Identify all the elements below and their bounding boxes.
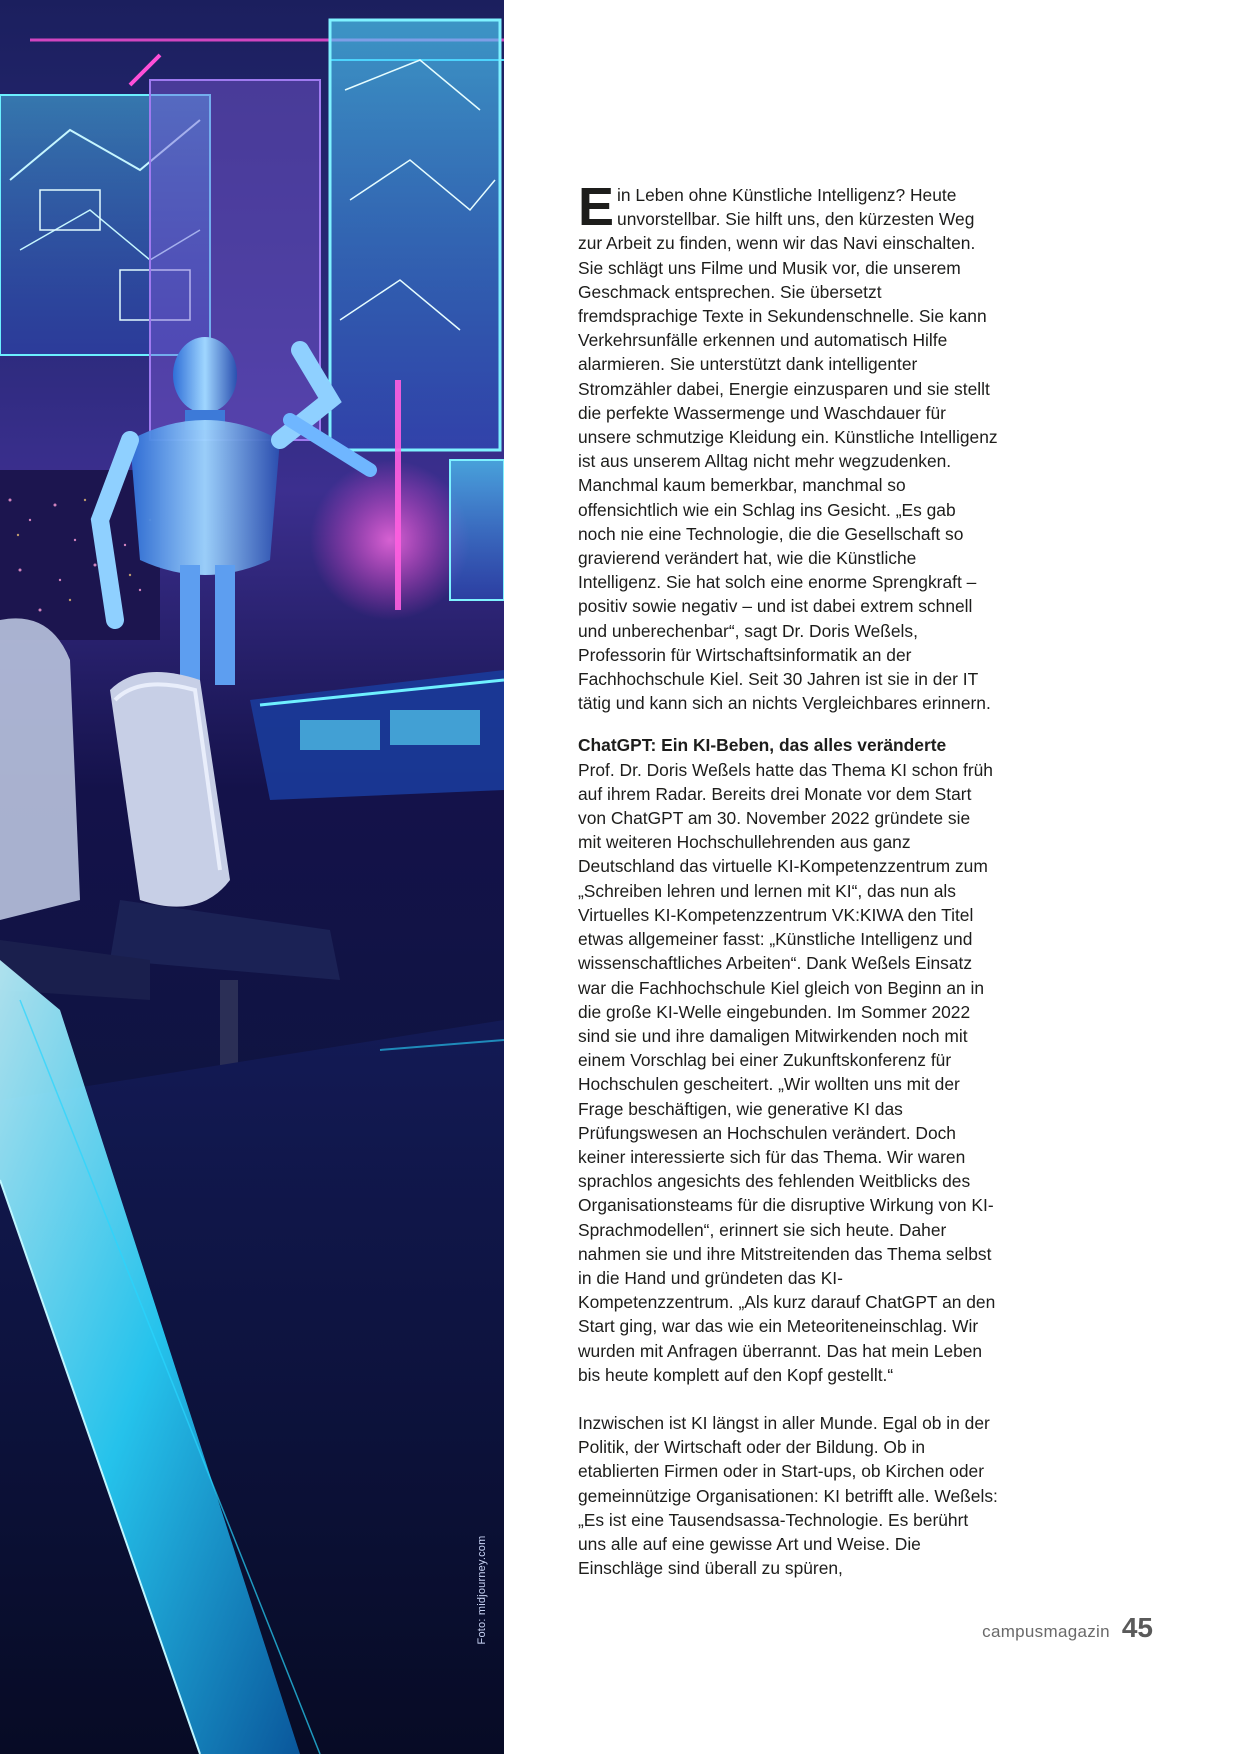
spacer <box>578 1387 998 1411</box>
page-footer <box>982 1612 1153 1644</box>
body-paragraph-2: Prof. Dr. Doris Weßels hatte das Thema KI schon früh auf ihrem Radar. Bereits drei Monate vor dem Start von ChatGPT am 30. November 2022 gründete sie mit weiteren Hochschullehrenden aus ganz Deutschland das virtuelle KI-Kompetenzzentrum zum „Schreiben lehren und lernen mit KI“, das nun als Virtuelles KI-Kompetenzzentrum VK:KIWA den Titel etwas allgemeiner fasst: „Künstliche Intelligenz und wissenschaftliches Arbeiten“. Dank Weßels Einsatz war die Fachhochschule Kiel gleich von Beginn an in die große KI-Welle eingebunden. Im Sommer 2022 sind sie und ihre damaligen Mitwirkenden noch mit einem Vorschlag bei einer Zukunftskonferenz für Hochschulen gescheitert. „Wir wollten uns mit der Frage beschäftigen, wie generative KI das Prüfungswesen an Hochschulen verändert. Doch keiner interessierte sich für das Thema. Wir waren sprachlos angesichts des fehlenden Weitblicks des Organisationsteams für die disruptive Wirkung von KI-Sprachmodellen“, erinnert sie sich heute. Daher nahmen sie und ihre Mitstreitenden das Thema selbst in die Hand und gründeten das KI-Kompetenzzentrum. „Als kurz darauf ChatGPT an den Start ging, war das wie ein Meteoriteneinschlag. Wir wurden mit Anfragen überrannt. Das hat mein Leben bis heute komplett auf den Kopf gestellt.“ <box>578 759 996 1385</box>
intro-text: in Leben ohne Künstliche Intelligenz? Heute unvorstellbar. Sie hilft uns, den kürzesten Weg zur Arbeit zu finden, wenn wir das Navi einschalten. Sie schlägt uns Filme und Musik vor, die unserem Geschmack entsprechen. Sie übersetzt fremdsprachige Texte in Sekundenschnelle. Sie kann Verkehrsunfälle erkennen und automatisch Hilfe alarmieren. Sie unterstützt dank intelligenter Stromzähler dabei, Energie einzusparen und sie stellt die perfekte Wassermenge und Waschdauer für unsere schmutzige Kleidung ein. Künstliche Intelligenz ist aus unserem Alltag nicht mehr wegzudenken. Manchmal kaum bemerkbar, manchmal so offensichtlich wie ein Schlag ins Gesicht. „Es gab noch nie eine Technologie, die die Gesellschaft so gravierend verändert hat, wie die Künstliche Intelligenz. Sie hat solch eine enorme Sprengkraft – positiv sowie negativ – und ist dabei extrem schnell und unberechenbar“, sagt Dr. Doris Weßels, Professorin für Wirtschaftsinformatik an der Fachhochschule Kiel. Seit 30 Jahren ist sie in der IT tätig und kann sich an nichts Vergleichbares erinnern. <box>578 185 998 714</box>
intro-paragraph <box>578 177 998 715</box>
magazine-name: campusmagazin <box>982 1622 1110 1641</box>
hero-illustration <box>0 0 504 1754</box>
page-number: 45 <box>1121 1612 1153 1643</box>
article-body <box>578 177 998 1580</box>
drop-cap: E <box>578 177 615 237</box>
section-subheading: ChatGPT: Ein KI-Beben, das alles veränderte <box>578 735 947 756</box>
robot-lab-illustration <box>0 0 504 1754</box>
body-paragraph-3: Inzwischen ist KI längst in aller Munde. Egal ob in der Politik, der Wirtschaft oder der Bildung. Ob in etablierten Firmen oder in Start-ups, ob Kirchen oder gemeinnützige Organisationen: KI betrifft alle. Weßels: „Es ist eine Tausendsassa-Technologie. Es berührt uns alle auf eine gewisse Art und Weise. Die Einschläge sind überall zu spüren, <box>578 1412 998 1579</box>
photo-credit: Foto: midjourney.com <box>476 1535 488 1645</box>
spacer <box>578 715 998 733</box>
